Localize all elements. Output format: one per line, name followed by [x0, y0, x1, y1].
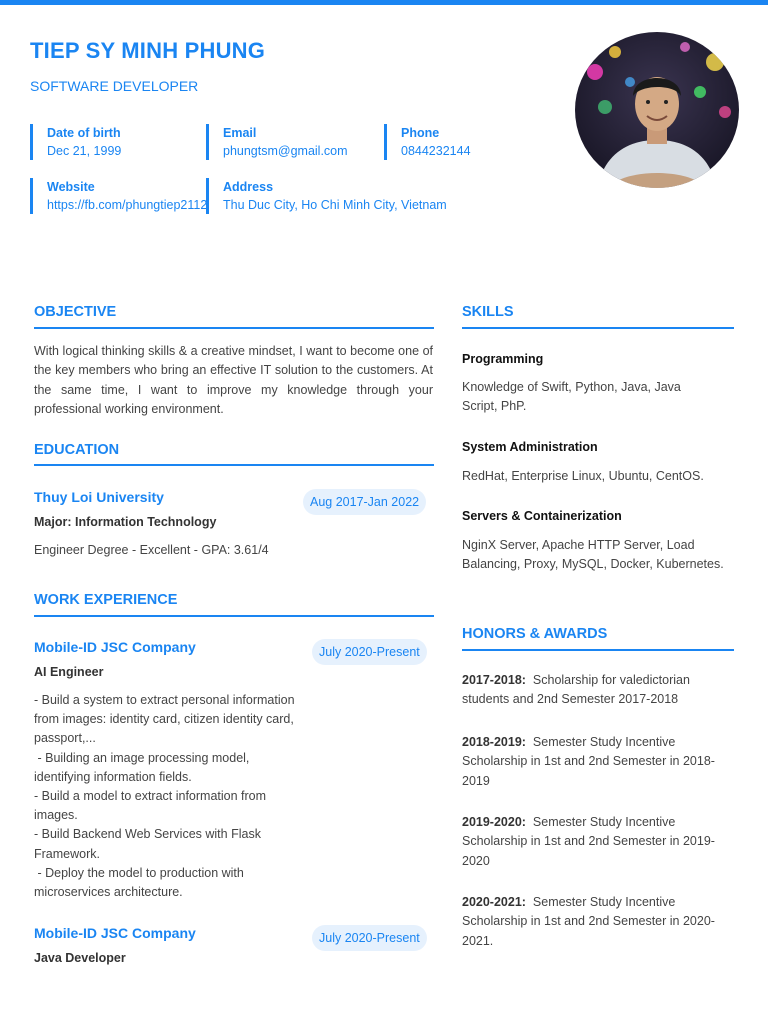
- contact-website-value[interactable]: https://fb.com/phungtiep2112: [47, 198, 208, 212]
- award-year: 2018-2019:: [462, 735, 526, 749]
- skills-divider: [462, 327, 734, 329]
- award-item: [462, 733, 734, 791]
- job-1-line: - Build a system to extract personal information from images: identity card, citizen identity card, passport,...: [34, 693, 295, 746]
- job-2-company: Mobile-ID JSC Company: [34, 925, 196, 941]
- contact-website: [30, 178, 210, 214]
- skill-programming-desc: Knowledge of Swift, Python, Java, Java Script, PhP.: [462, 380, 681, 414]
- education-heading: EDUCATION: [34, 442, 120, 458]
- award-item: [462, 671, 734, 710]
- contact-phone-label: Phone: [401, 126, 440, 140]
- top-accent-bar: [0, 0, 768, 5]
- job-1-line: - Build Backend Web Services with Flask Framework.: [34, 827, 261, 861]
- profile-photo: [575, 32, 739, 188]
- work-divider: [34, 615, 434, 617]
- award-item: [462, 893, 734, 951]
- job-1-line: - Building an image processing model, identifying information fields.: [34, 750, 253, 784]
- candidate-title: SOFTWARE DEVELOPER: [30, 78, 199, 94]
- skill-servers-title: Servers & Containerization: [462, 509, 622, 523]
- skill-servers-desc: NginX Server, Apache HTTP Server, Load Balancing, Proxy, MySQL, Docker, Kubernetes.: [462, 538, 724, 572]
- contact-phone-value[interactable]: 0844232144: [401, 144, 471, 158]
- award-year: 2020-2021:: [462, 895, 526, 909]
- contact-phone: [384, 124, 544, 160]
- job-1-description: [34, 691, 296, 902]
- contact-email: [206, 124, 376, 160]
- education-degree: Engineer Degree - Excellent - GPA: 3.61/4: [34, 543, 269, 557]
- award-year: 2017-2018:: [462, 673, 526, 687]
- job-2-role: Java Developer: [34, 951, 126, 965]
- contact-dob-value: Dec 21, 1999: [47, 144, 122, 158]
- work-heading: WORK EXPERIENCE: [34, 592, 178, 608]
- award-year: 2019-2020:: [462, 815, 526, 829]
- contact-address: [206, 178, 506, 214]
- job-1-period-badge: July 2020-Present: [312, 639, 427, 665]
- education-school: Thuy Loi University: [34, 489, 164, 505]
- job-1-company: Mobile-ID JSC Company: [34, 639, 196, 655]
- contact-email-label: Email: [223, 126, 257, 140]
- job-2-period-badge: July 2020-Present: [312, 925, 427, 951]
- job-1-role: AI Engineer: [34, 665, 104, 679]
- education-major: Major: Information Technology: [34, 515, 217, 529]
- contact-address-label: Address: [223, 180, 274, 194]
- award-text: Semester Study Incentive Scholarship in 1st and 2nd Semester in 2020-2021.: [462, 895, 715, 948]
- skills-heading: SKILLS: [462, 304, 514, 320]
- candidate-name: TIEP SY MINH PHUNG: [30, 38, 266, 63]
- skill-sysadmin-title: System Administration: [462, 440, 598, 454]
- job-1-line: - Deploy the model to production with microservices architecture.: [34, 865, 248, 900]
- contact-dob-label: Date of birth: [47, 126, 121, 140]
- award-text: Scholarship for valedictorian students and 2nd Semester 2017-2018: [462, 673, 690, 707]
- award-text: Semester Study Incentive Scholarship in 1st and 2nd Semester in 2019-2020: [462, 815, 715, 868]
- education-divider: [34, 464, 434, 466]
- skill-programming-title: Programming: [462, 352, 544, 366]
- job-1-line: - Build a model to extract information from images.: [34, 789, 267, 823]
- contact-dob: [30, 124, 190, 160]
- objective-divider: [34, 327, 434, 329]
- objective-text: With logical thinking skills & a creative mindset, I want to become one of the key members who bring an effective IT solution to the customers. At the same time, I want to improve my knowledge through your professional working environment.: [34, 344, 433, 416]
- profile-photo-icon: [575, 32, 739, 188]
- award-item: [462, 813, 734, 871]
- awards-heading: HONORS & AWARDS: [462, 626, 608, 642]
- contact-address-value: Thu Duc City, Ho Chi Minh City, Vietnam: [223, 198, 447, 212]
- award-text: Semester Study Incentive Scholarship in 1st and 2nd Semester in 2018-2019: [462, 735, 715, 788]
- objective-heading: OBJECTIVE: [34, 304, 117, 320]
- skill-sysadmin-desc: RedHat, Enterprise Linux, Ubuntu, CentOS.: [462, 469, 704, 483]
- contact-website-label: Website: [47, 180, 95, 194]
- education-period-badge: Aug 2017-Jan 2022: [303, 489, 426, 515]
- contact-email-value[interactable]: phungtsm@gmail.com: [223, 144, 348, 158]
- awards-divider: [462, 649, 734, 651]
